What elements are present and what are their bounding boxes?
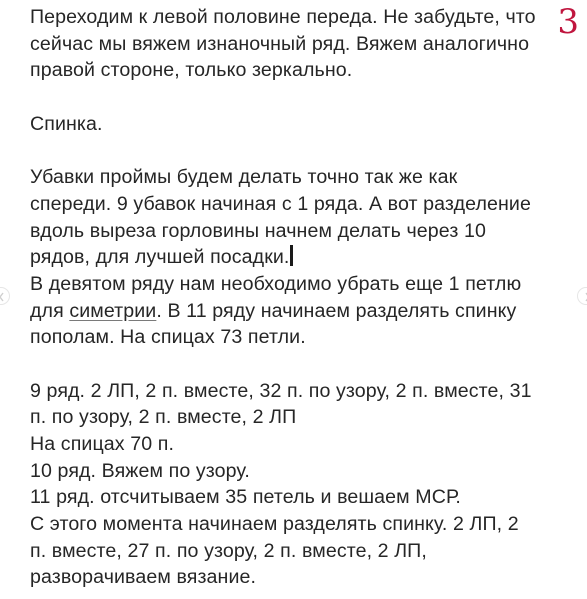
text-line-with-cursor[interactable]	[30, 244, 550, 271]
text-fragment: . В 11 ряду начинаем разделять спинку	[156, 299, 517, 322]
text-line: вдоль выреза горловины начнем делать через 10	[30, 219, 486, 242]
text-line: сейчас мы вяжем изнаночный ряд. Вяжем аналогично	[30, 32, 530, 55]
paragraph-gap	[30, 351, 550, 378]
paragraph-gap	[30, 84, 550, 111]
text-line: 9 ряд. 2 ЛП, 2 п. вместе, 32 п. по узору, 2 п. вместе, 31	[30, 379, 532, 402]
text-cursor	[290, 245, 293, 266]
text-line: п. вместе, 27 п. по узору, 2 п. вместе, 2 ЛП,	[30, 539, 427, 562]
page-number: 3	[557, 2, 579, 42]
text-line: Переходим к левой половине переда. Не забудьте, что	[30, 6, 536, 28]
text-line: Убавки проймы будем делать точно так же как	[30, 166, 458, 189]
section-heading: Спинка.	[30, 112, 103, 135]
chevron-right-icon	[583, 292, 587, 302]
text-line: 11 ряд. отсчитываем 35 петель и вешаем МСР.	[30, 486, 461, 509]
text-line: правой стороне, только зеркально.	[30, 59, 353, 82]
text-line: пополам. На спицах 73 петли.	[30, 326, 306, 349]
text-line: п. по узору, 2 п. вместе, 2 ЛП	[30, 406, 297, 429]
text-line: спереди. 9 убавок начиная с 1 ряда. А вот разделение	[30, 192, 531, 215]
text-line: С этого момента начинаем разделять спинку. 2 ЛП, 2	[30, 513, 519, 536]
chevron-left-icon	[0, 292, 6, 302]
knitting-instructions	[30, 4, 550, 591]
text-line: В девятом ряду нам необходимо убрать еще 1 петлю	[30, 272, 522, 295]
text-line: 10 ряд. Вяжем по узору.	[30, 459, 250, 482]
text-line: разворачиваем вязание.	[30, 566, 257, 589]
paragraph-gap	[30, 137, 550, 164]
carousel-next-button[interactable]	[577, 287, 587, 305]
text-line: рядов, для лучшей посадки.	[30, 246, 290, 269]
carousel-prev-button[interactable]	[0, 287, 10, 305]
text-line-simmetry	[30, 298, 550, 325]
text-fragment: для	[30, 299, 70, 322]
text-line: На спицах 70 п.	[30, 433, 174, 455]
spellcheck-underlined-word[interactable]: симетрии	[69, 299, 157, 322]
